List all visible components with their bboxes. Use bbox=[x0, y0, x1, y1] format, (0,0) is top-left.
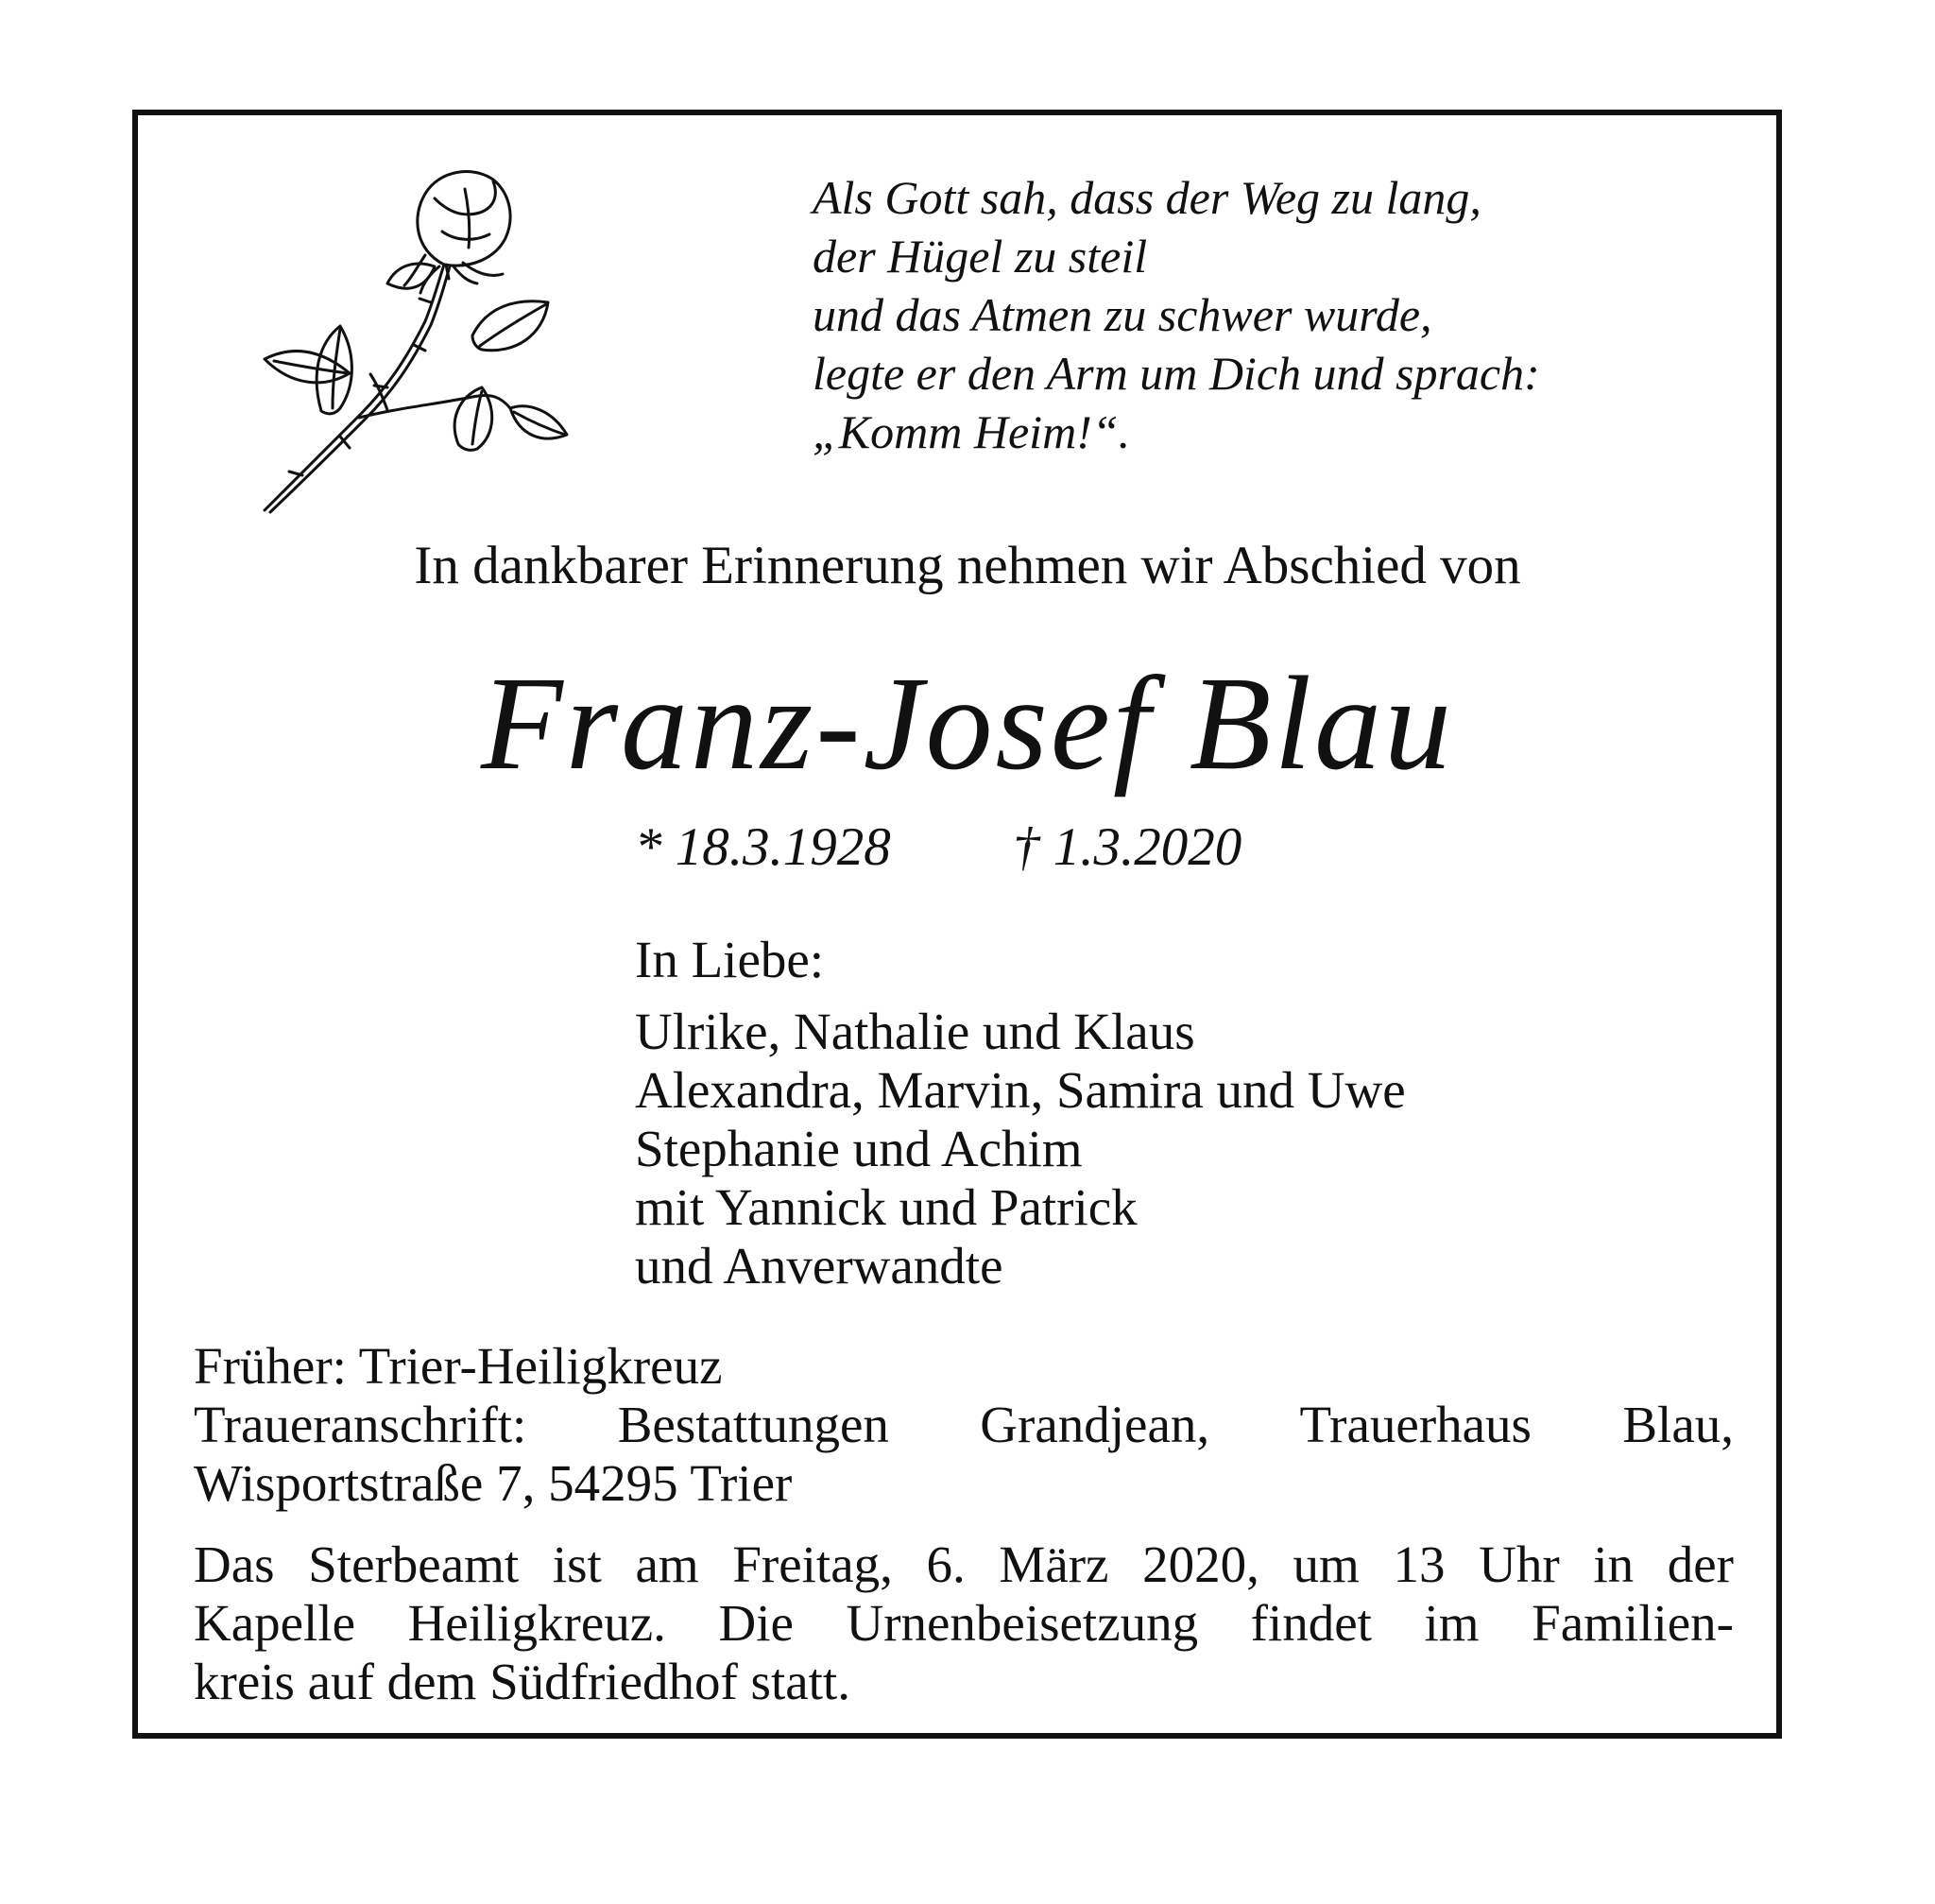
mourner-line: Alexandra, Marvin, Samira und Uwe bbox=[635, 1061, 1406, 1119]
service-line: Kapelle Heiligkreuz. Die Urnenbeisetzung findet im Familien- bbox=[194, 1594, 1734, 1652]
poem-line: legte er den Arm um Dich und sprach: bbox=[813, 347, 1540, 400]
poem-line: Als Gott sah, dass der Weg zu lang, bbox=[813, 171, 1481, 224]
mourner-line: Stephanie und Achim bbox=[635, 1120, 1083, 1177]
poem-line: und das Atmen zu schwer wurde, bbox=[813, 288, 1432, 341]
poem-line: der Hügel zu steil bbox=[813, 230, 1148, 283]
address-line: Traueranschrift: Bestattungen Grandjean, Trauerhaus Blau, bbox=[194, 1396, 1734, 1453]
mourner-line: mit Yannick und Patrick bbox=[635, 1178, 1138, 1236]
intro-text: In dankbarer Erinnerung nehmen wir Abschied von bbox=[414, 536, 1521, 595]
rose-illustration bbox=[246, 161, 586, 520]
service-block bbox=[194, 1535, 1734, 1711]
service-line: Das Sterbeamt ist am Freitag, 6. März 2020, um 13 Uhr in der bbox=[194, 1535, 1734, 1593]
address-line: Früher: Trier-Heiligkreuz bbox=[194, 1337, 723, 1395]
address-block bbox=[194, 1337, 1734, 1513]
poem bbox=[813, 168, 1757, 461]
service-line: kreis auf dem Südfriedhof statt. bbox=[194, 1653, 850, 1710]
poem-line: „Komm Heim!“. bbox=[813, 405, 1131, 458]
mourner-line: Ulrike, Nathalie und Klaus bbox=[635, 1003, 1195, 1060]
address-line: Wisportstraße 7, 54295 Trier bbox=[194, 1454, 793, 1512]
mourners-list bbox=[635, 931, 1406, 1295]
death-date: † 1.3.2020 bbox=[1013, 817, 1242, 877]
birth-date: * 18.3.1928 bbox=[635, 817, 891, 877]
deceased-name: Franz-Josef Blau bbox=[480, 648, 1454, 798]
mourners-lead: In Liebe: bbox=[635, 931, 825, 988]
mourner-line: und Anverwandte bbox=[635, 1237, 1003, 1295]
